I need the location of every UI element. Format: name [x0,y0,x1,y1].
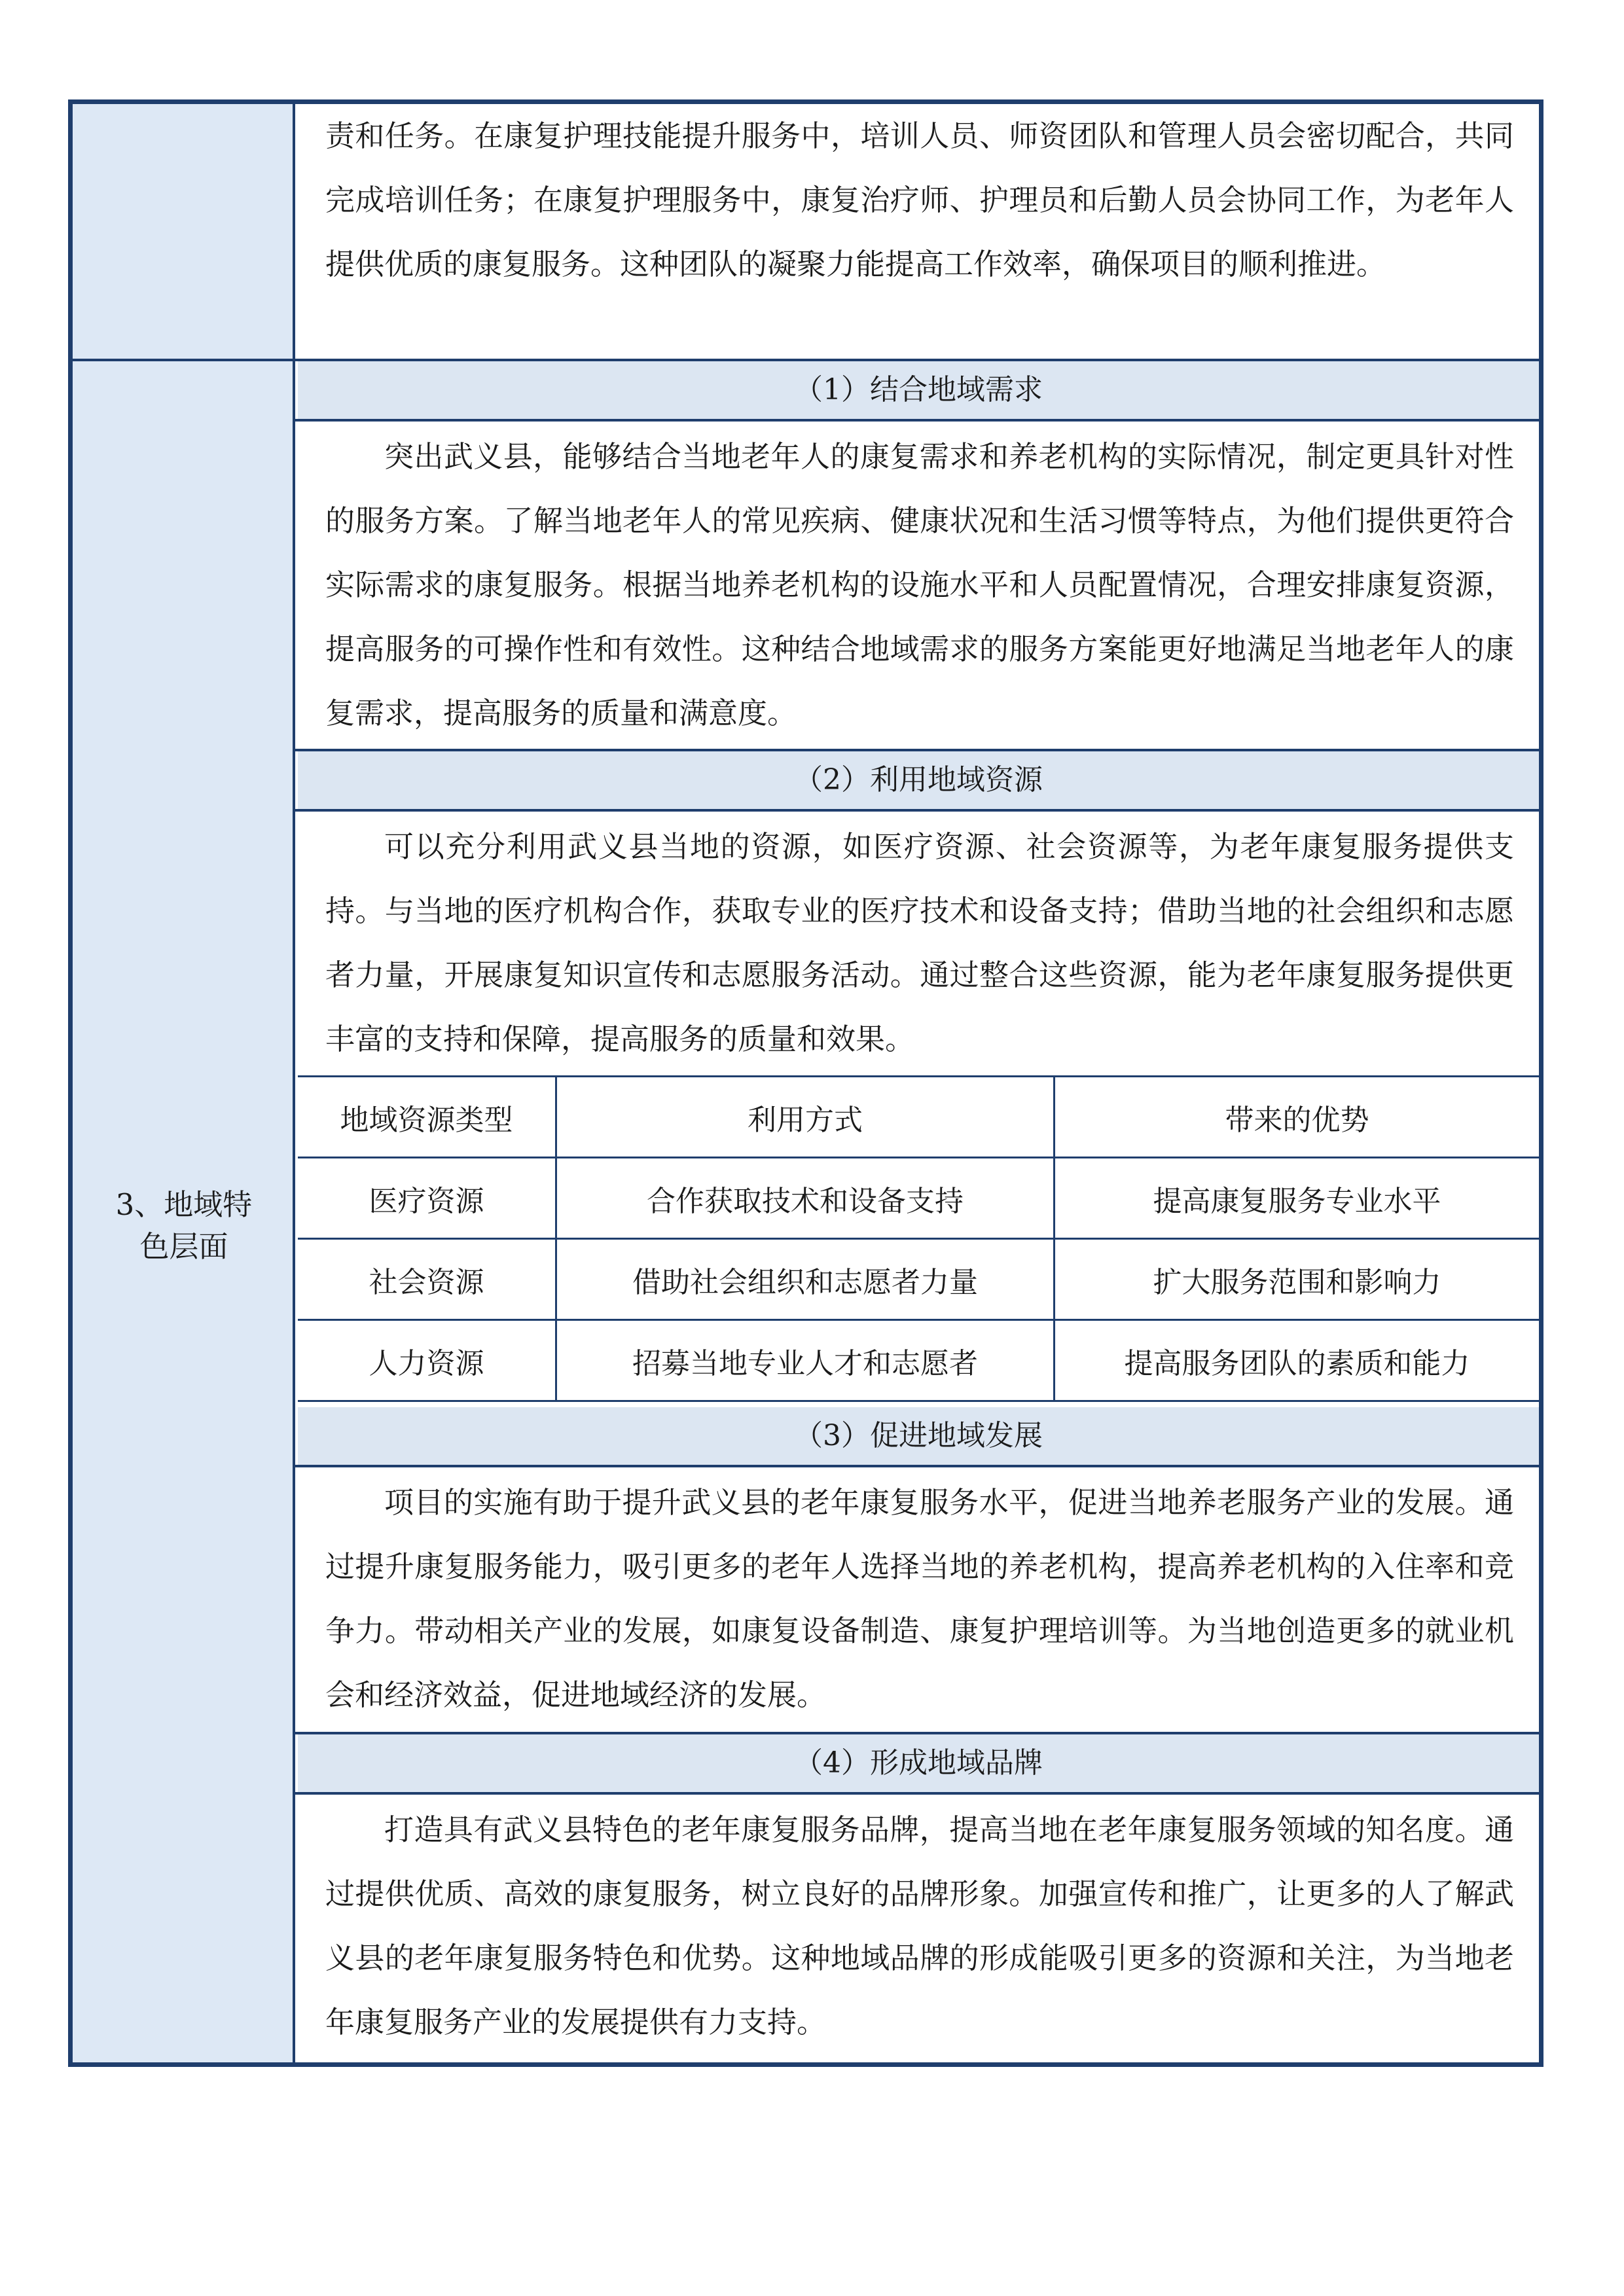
section-3-label-line2: 色层面 [139,1229,228,1264]
label-column [73,104,295,2062]
subsection-3-paragraph: 项目的实施有助于提升武义县的老年康复服务水平，促进当地养老服务产业的发展。通过提升康复服务能力，吸引更多的老年人选择当地的养老机构，提高养老机构的入住率和竞争力。带动相关产业的发展，如康复设备制造、康复护理培训等。为当地创造更多的就业机会和经济效益，促进地域经济的发展。 [325,1485,1514,1712]
table-cell: 招募当地专业人才和志愿者 [556,1320,1055,1401]
resource-table [298,1075,1539,1402]
subsection-2-paragraph: 可以充分利用武义县当地的资源，如医疗资源、社会资源等，为老年康复服务提供支持。与当地的医疗机构合作，获取专业的医疗技术和设备支持；借助当地的社会组织和志愿者力量，开展康复知识宣传和志愿服务活动。通过整合这些资源，能为老年康复服务提供更丰富的支持和保障，提高服务的质量和效果。 [325,829,1514,1056]
top-row-paragraph: 责和任务。在康复护理技能提升服务中，培训人员、师资团队和管理人员会密切配合，共同完成培训任务；在康复护理服务中，康复治疗师、护理员和后勤人员会协同工作，为老年人提供优质的康复服务。这种团队的凝聚力能提高工作效率，确保项目的顺利推进。 [325,118,1514,281]
table-header-cell: 带来的优势 [1055,1077,1540,1158]
divider [295,1465,1539,1467]
content-table-frame [68,99,1543,2067]
table-header-cell: 地域资源类型 [298,1077,556,1158]
table-cell: 合作获取技术和设备支持 [556,1158,1055,1239]
subsection-1-heading: （1）结合地域需求 [298,361,1539,419]
table-header-row [298,1077,1539,1158]
table-cell: 扩大服务范围和影响力 [1055,1239,1540,1320]
section-3-label [73,1184,295,1268]
divider [295,419,1539,422]
subsection-1-paragraph: 突出武义县，能够结合当地老年人的康复需求和养老机构的实际情况，制定更具针对性的服务方案。了解当地老年人的常见疾病、健康状况和生活习惯等特点，为他们提供更符合实际需求的康复服务。根据当地养老机构的设施水平和人员配置情况，合理安排康复资源，提高服务的可操作性和有效性。这种结合地域需求的服务方案能更好地满足当地老年人的康复需求，提高服务的质量和满意度。 [325,439,1514,730]
table-cell: 医疗资源 [298,1158,556,1239]
table-row [298,1239,1539,1320]
subsection-4-heading: （4）形成地域品牌 [298,1734,1539,1792]
table-header-cell: 利用方式 [556,1077,1055,1158]
table-row [298,1320,1539,1401]
section-3-label-line1: 3、地域特 [115,1187,253,1222]
table-row [298,1158,1539,1239]
subsection-3-heading: （3）促进地域发展 [298,1407,1539,1465]
table-cell: 借助社会组织和志愿者力量 [556,1239,1055,1320]
subsection-2-heading: （2）利用地域资源 [298,751,1539,809]
table-cell: 提高服务团队的素质和能力 [1055,1320,1540,1401]
divider [295,809,1539,812]
subsection-4-paragraph: 打造具有武义县特色的老年康复服务品牌，提高当地在老年康复服务领域的知名度。通过提供优质、高效的康复服务，树立良好的品牌形象。加强宣传和推广，让更多的人了解武义县的老年康复服务特色和优势。这种地域品牌的形成能吸引更多的资源和关注，为当地老年康复服务产业的发展提供有力支持。 [325,1812,1514,2039]
divider [295,1792,1539,1795]
table-cell: 提高康复服务专业水平 [1055,1158,1540,1239]
table-cell: 人力资源 [298,1320,556,1401]
table-cell: 社会资源 [298,1239,556,1320]
